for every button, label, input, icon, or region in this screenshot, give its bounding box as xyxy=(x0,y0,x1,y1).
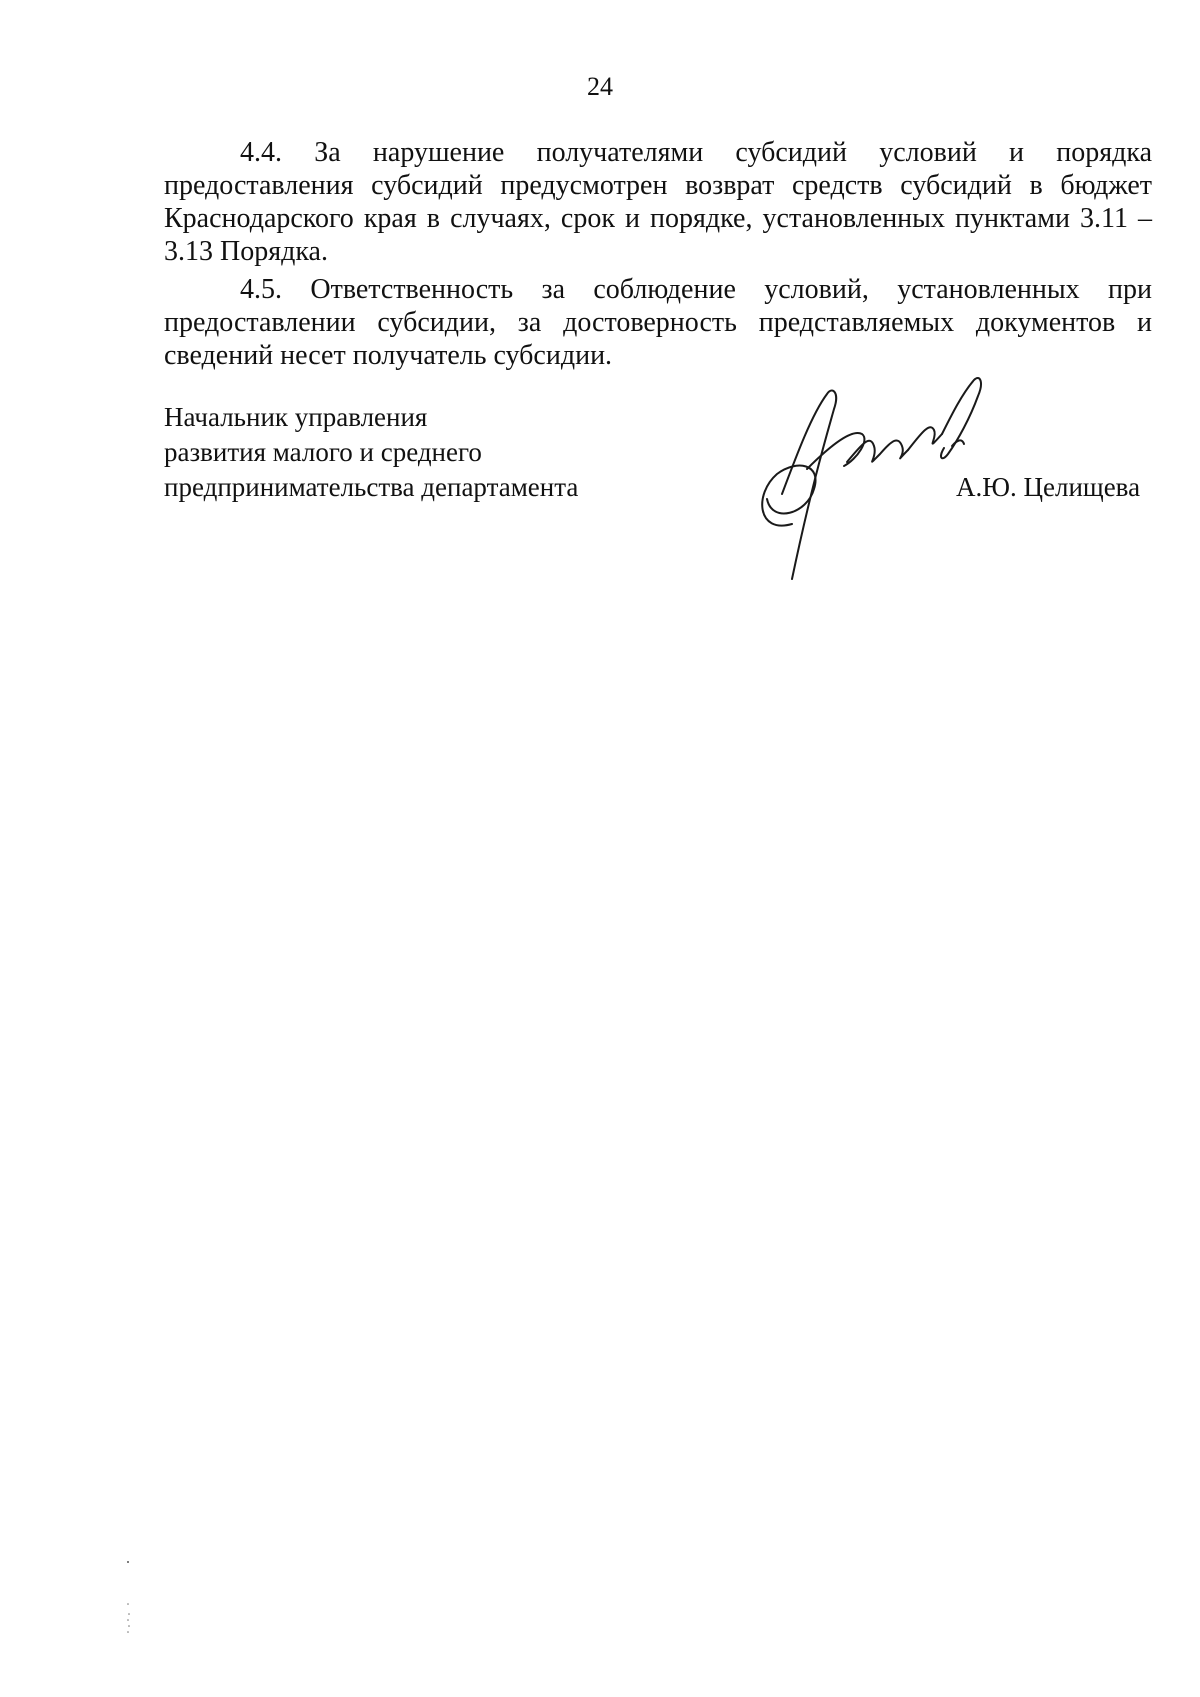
page-number: 24 xyxy=(587,72,613,101)
margin-marks xyxy=(124,1560,134,1640)
paragraph-4-5: 4.5. Ответственность за соблюдение условий, установленных при предоставлении субсидии, за достоверность представляемых документов и сведений несет получатель субсидии. xyxy=(164,274,1152,371)
signer-name: А.Ю. Целищева xyxy=(956,472,1141,502)
signer-position-line: развития малого и среднего xyxy=(164,437,482,467)
signer-position-line: Начальник управления xyxy=(164,402,428,432)
signer-position-line: предпринимательства департамента xyxy=(164,472,579,502)
paragraph-4-4: 4.4. За нарушение получателями субсидий условий и порядка предоставления субсидий предусмотрен возврат средств субсидий в бюджет Краснодарского края в случаях, срок и порядке, установленных пунктами 3.11 – 3.13 Порядка. xyxy=(164,137,1152,267)
signer-position xyxy=(164,400,578,505)
